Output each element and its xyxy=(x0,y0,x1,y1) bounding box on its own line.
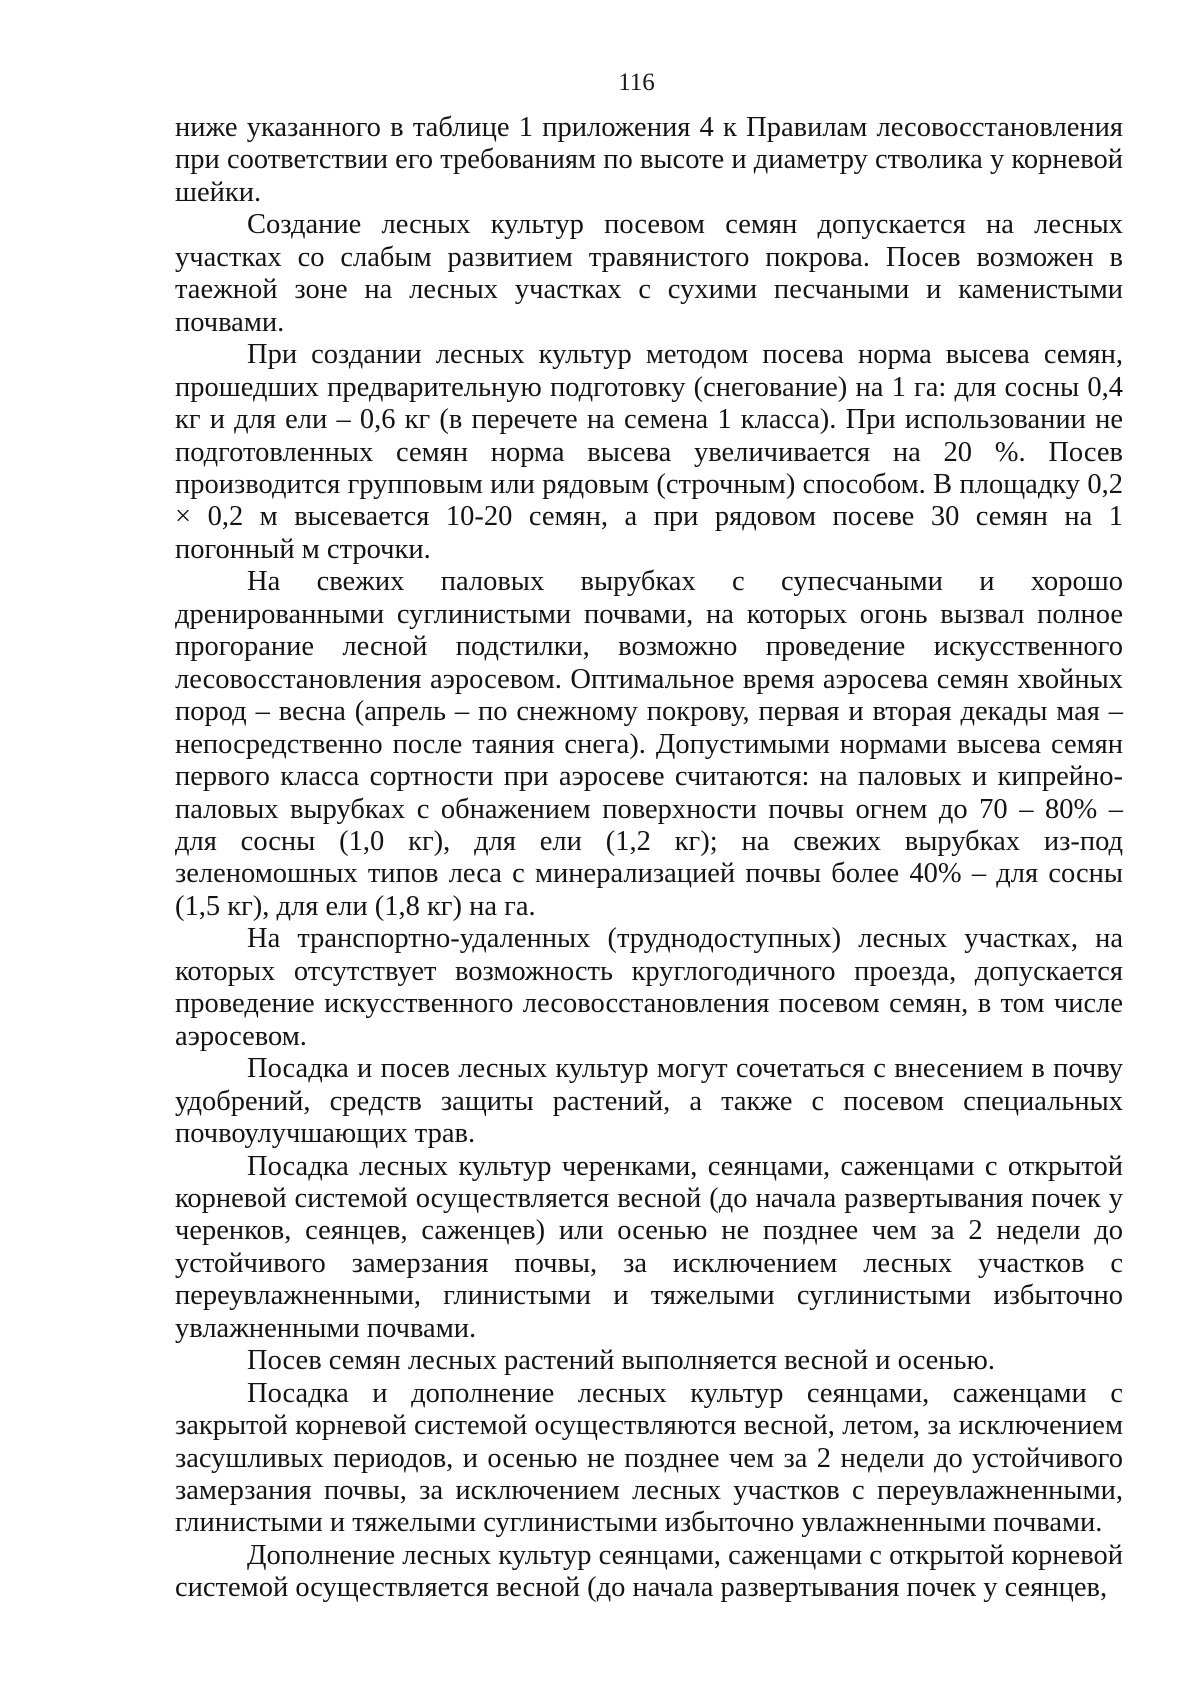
paragraph-seed-sowing: Создание лесных культур посевом семян допускается на лесных участках со слабым развитием травянистого покрова. Посев возможен в таежной зоне на лесных участках с сухими песчаными и каменистыми почвами. xyxy=(175,209,1123,338)
paragraph-aerial-sowing: На свежих паловых вырубках с супесчаными и хорошо дренированными суглинистыми почвами, на которых огонь вызвал полное прогорание лесной подстилки, возможно проведение искусственного лесовосстановления аэросевом. Оптимальное время аэросева семян хвойных пород – весна (апрель – по снежному покрову, первая и вторая декады мая – непосредственно после таяния снега). Допустимыми нормами высева семян первого класса сортности при аэросеве считаются: на паловых и кипрейно-паловых вырубках с обнажением поверхности почвы огнем до 70 – 80% – для сосны (1,0 кг), для ели (1,2 кг); на свежих вырубках из-под зеленомошных типов леса с минерализацией почвы более 40% – для сосны (1,5 кг), для ели (1,8 кг) на га. xyxy=(175,566,1123,922)
paragraph-remote-areas: На транспортно-удаленных (труднодоступных) лесных участках, на которых отсутствует возможность круглогодичного проезда, допускается проведение искусственного лесовосстановления посевом семян, в том числе аэросевом. xyxy=(175,923,1123,1052)
paragraph-continuation: ниже указанного в таблице 1 приложения 4 к Правилам лесовосстановления при соответствии его требованиям по высоте и диаметру стволика у корневой шейки. xyxy=(175,112,1123,208)
page-number: 116 xyxy=(618,69,655,96)
paragraph-fertilizers: Посадка и посев лесных культур могут сочетаться с внесением в почву удобрений, средств защиты растений, а также с посевом специальных почвоулучшающих трав. xyxy=(175,1053,1123,1150)
paragraph-open-root-planting: Посадка лесных культур черенками, сеянцами, саженцами с открытой корневой системой осуществляется весной (до начала развертывания почек у черенков, сеянцев, саженцев) или осенью не позднее чем за 2 недели до устойчивого замерзания почвы, за исключением лесных участков с переувлажненными, глинистыми и тяжелыми суглинистыми избыточно увлажненными почвами. xyxy=(175,1150,1123,1344)
document-body xyxy=(175,112,1123,1605)
paragraph-sowing-norms: При создании лесных культур методом посева норма высева семян, прошедших предварительную подготовку (снегование) на 1 га: для сосны 0,4 кг и для ели – 0,6 кг (в перечете на семена 1 класса). При использовании не подготовленных семян норма высева увеличивается на 20 %. Посев производится групповым или рядовым (строчным) способом. В площадку 0,2 × 0,2 м высевается 10-20 семян, а при рядовом посеве 30 семян на 1 погонный м строчки. xyxy=(175,339,1123,565)
paragraph-closed-root-planting: Посадка и дополнение лесных культур сеянцами, саженцами с закрытой корневой системой осуществляются весной, летом, за исключением засушливых периодов, и осенью не позднее чем за 2 недели до устойчивого замерзания почвы, за исключением лесных участков с переувлажненными, глинистыми и тяжелыми суглинистыми избыточно увлажненными почвами. xyxy=(175,1377,1123,1539)
paragraph-supplement-open-root: Дополнение лесных культур сеянцами, саженцами с открытой корневой системой осуществляется весной (до начала развертывания почек у сеянцев, xyxy=(175,1539,1123,1604)
paragraph-sowing-season: Посев семян лесных растений выполняется весной и осенью. xyxy=(247,1345,995,1377)
